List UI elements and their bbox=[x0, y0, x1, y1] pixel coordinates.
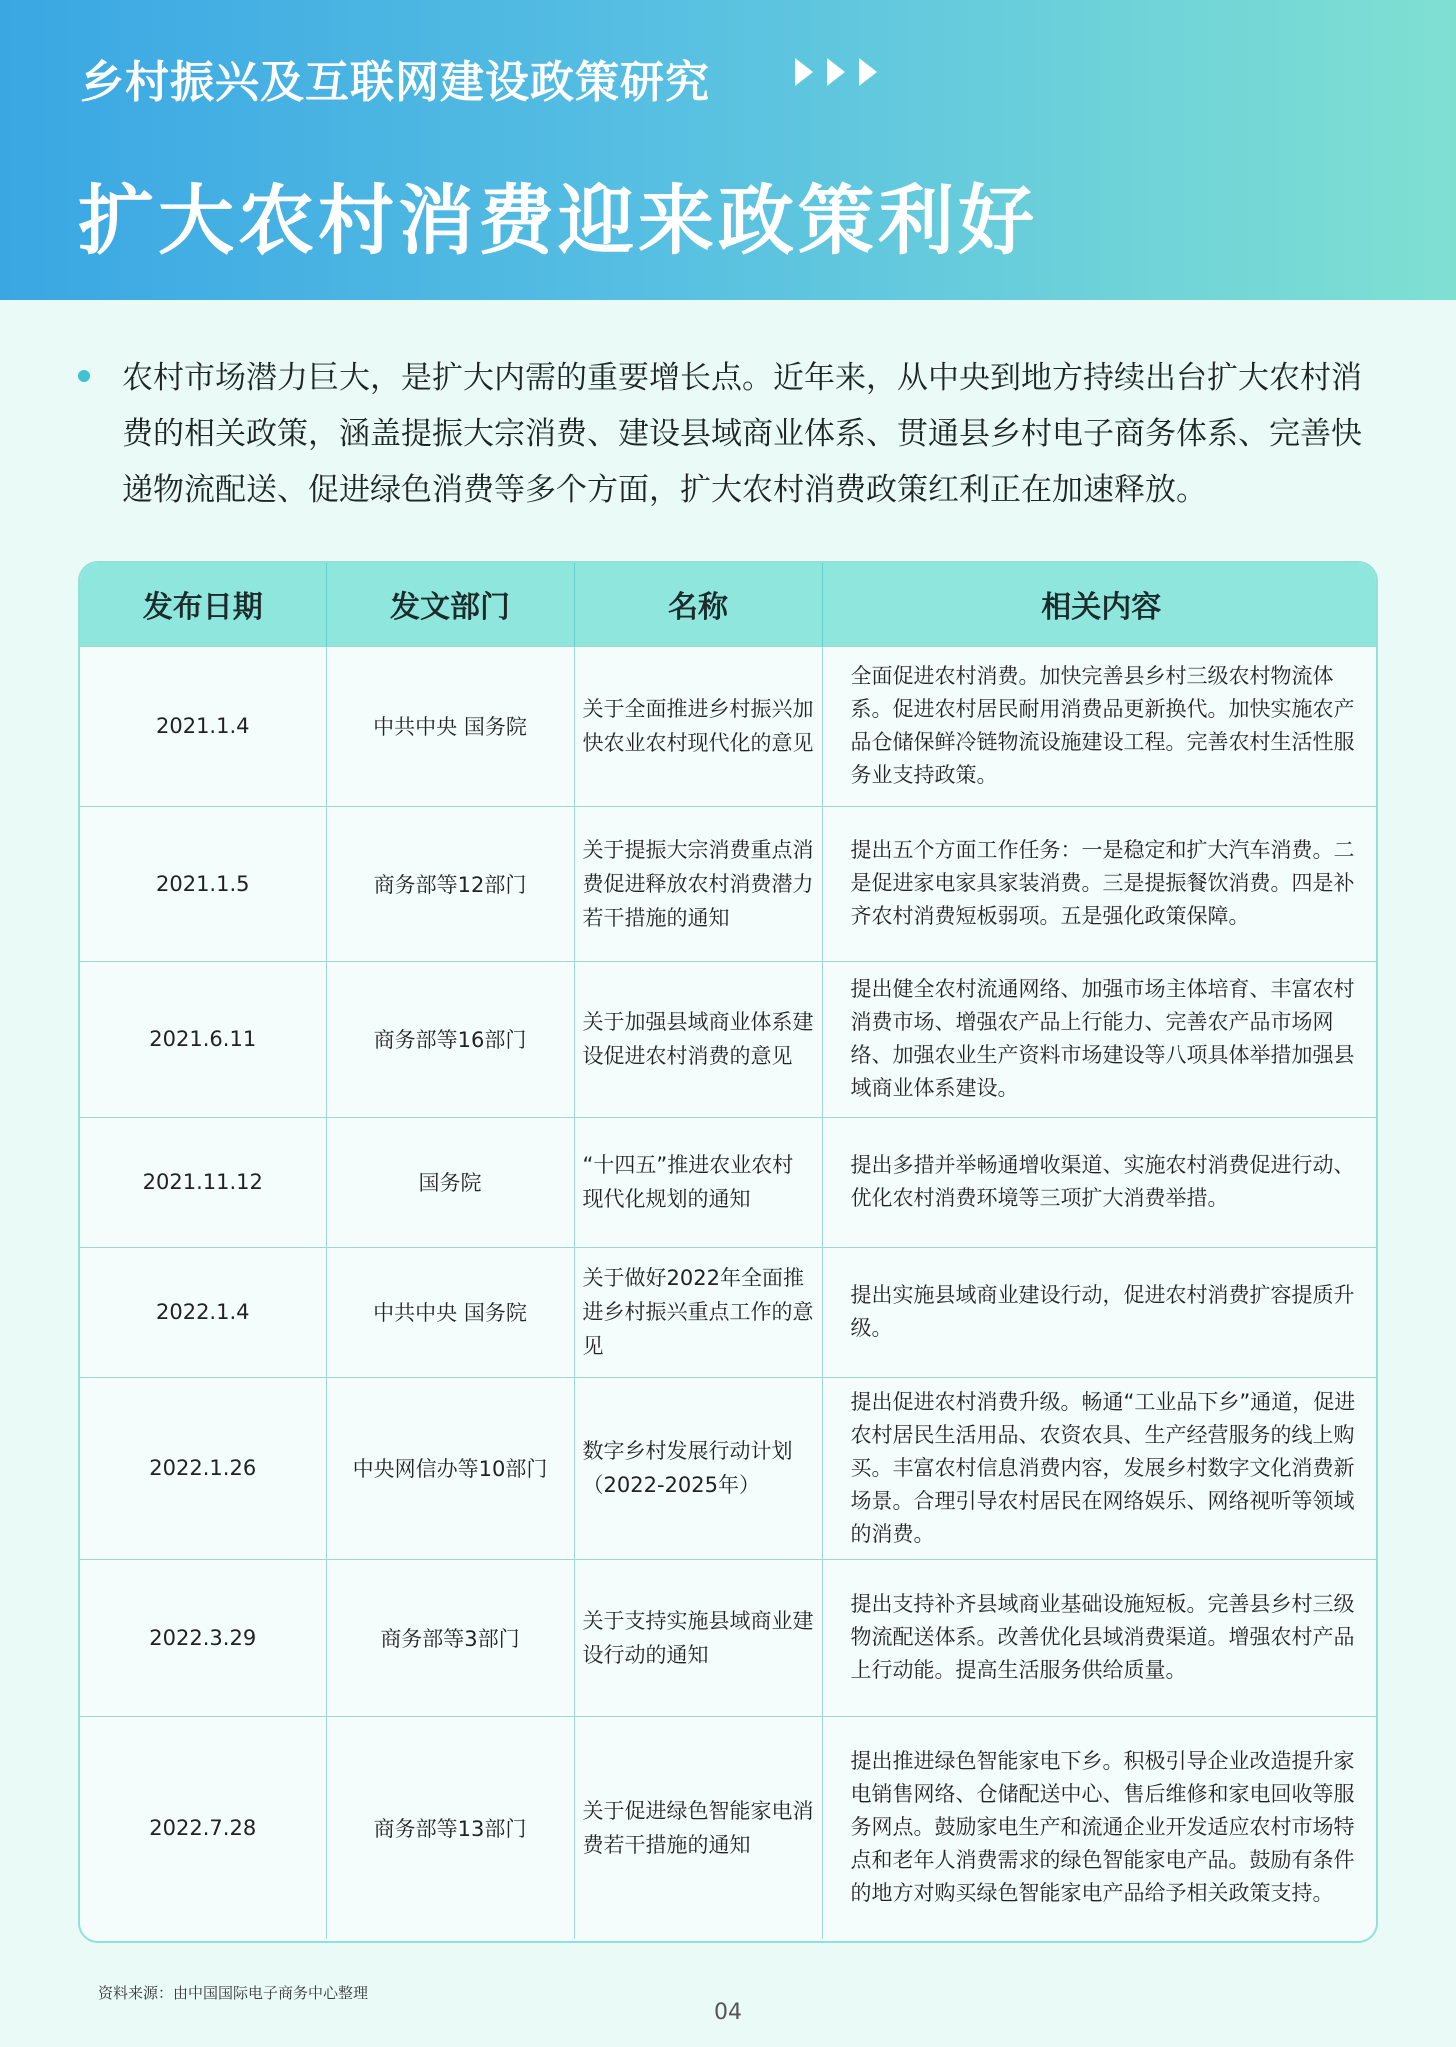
table-row bbox=[80, 961, 1378, 1117]
cell-name: 关于加强县域商业体系建设促进农村消费的意见 bbox=[574, 961, 822, 1117]
table-row bbox=[80, 1716, 1378, 1939]
cell-content: 全面促进农村消费。加快完善县乡村三级农村物流体系。促进农村居民耐用消费品更新换代。加快实施农产品仓储保鲜冷链物流设施建设工程。完善农村生活性服务业支持政策。 bbox=[822, 646, 1378, 806]
table-row bbox=[80, 1247, 1378, 1377]
cell-name: “十四五”推进农业农村现代化规划的通知 bbox=[574, 1117, 822, 1247]
cell-date: 2022.1.4 bbox=[80, 1247, 326, 1377]
cell-name: 数字乡村发展行动计划（2022-2025年） bbox=[574, 1377, 822, 1559]
header-banner bbox=[0, 0, 1456, 300]
cell-content: 提出实施县域商业建设行动，促进农村消费扩容提质升级。 bbox=[822, 1247, 1378, 1377]
cell-content: 提出五个方面工作任务：一是稳定和扩大汽车消费。二是促进家电家具家装消费。三是提振餐饮消费。四是补齐农村消费短板弱项。五是强化政策保障。 bbox=[822, 806, 1378, 961]
cell-content: 提出多措并举畅通增收渠道、实施农村消费促进行动、优化农村消费环境等三项扩大消费举措。 bbox=[822, 1117, 1378, 1247]
table-row bbox=[80, 1117, 1378, 1247]
cell-content: 提出推进绿色智能家电下乡。积极引导企业改造提升家电销售网络、仓储配送中心、售后维修和家电回收等服务网点。鼓励家电生产和流通企业开发适应农村市场特点和老年人消费需求的绿色智能家电产品。鼓励有条件的地方对购买绿色智能家电产品给予相关政策支持。 bbox=[822, 1716, 1378, 1939]
cell-name: 关于促进绿色智能家电消费若干措施的通知 bbox=[574, 1716, 822, 1939]
source-note: 资料来源：由中国国际电子商务中心整理 bbox=[98, 1984, 369, 2002]
header-content: 相关内容 bbox=[1041, 590, 1162, 626]
cell-content: 提出支持补齐县域商业基础设施短板。完善县乡村三级物流配送体系。改善优化县域消费渠道。增强农村产品上行动能。提高生活服务供给质量。 bbox=[822, 1559, 1378, 1716]
page-number: 04 bbox=[714, 2000, 742, 2025]
play-arrow-icon bbox=[859, 58, 877, 86]
header-dept: 发文部门 bbox=[326, 563, 574, 646]
cell-date: 2022.7.28 bbox=[80, 1716, 326, 1939]
cell-dept: 中央网信办等10部门 bbox=[326, 1377, 574, 1559]
cell-name: 关于全面推进乡村振兴加快农业农村现代化的意见 bbox=[574, 646, 822, 806]
cell-content: 提出促进农村消费升级。畅通“工业品下乡”通道，促进农村居民生活用品、农资农具、生产经营服务的线上购买。丰富农村信息消费内容，发展乡村数字文化消费新场景。合理引导农村居民在网络娱乐、网络视听等领域的消费。 bbox=[822, 1377, 1378, 1559]
cell-dept: 中共中央 国务院 bbox=[326, 646, 574, 806]
arrow-decoration-icon bbox=[795, 58, 877, 86]
table-header-row bbox=[80, 563, 1378, 646]
cell-dept: 国务院 bbox=[326, 1117, 574, 1247]
cell-name: 关于做好2022年全面推进乡村振兴重点工作的意见 bbox=[574, 1247, 822, 1377]
cell-dept: 商务部等3部门 bbox=[326, 1559, 574, 1716]
bullet-icon bbox=[78, 370, 90, 382]
play-arrow-icon bbox=[827, 58, 845, 86]
table-row bbox=[80, 806, 1378, 961]
table-row bbox=[80, 646, 1378, 806]
cell-content: 提出健全农村流通网络、加强市场主体培育、丰富农村消费市场、增强农产品上行能力、完善农产品市场网络、加强农业生产资料市场建设等八项具体举措加强县域商业体系建设。 bbox=[822, 961, 1378, 1117]
cell-date: 2021.6.11 bbox=[80, 961, 326, 1117]
cell-date: 2021.11.12 bbox=[80, 1117, 326, 1247]
header-name: 名称 bbox=[574, 563, 822, 646]
intro-paragraph bbox=[78, 350, 1378, 518]
cell-dept: 商务部等12部门 bbox=[326, 806, 574, 961]
cell-date: 2022.1.26 bbox=[80, 1377, 326, 1559]
series-title: 乡村振兴及互联网建设政策研究 bbox=[80, 57, 710, 108]
cell-dept: 商务部等16部门 bbox=[326, 961, 574, 1117]
table-row bbox=[80, 1559, 1378, 1716]
intro-text: 农村市场潜力巨大，是扩大内需的重要增长点。近年来，从中央到地方持续出台扩大农村消费的相关政策，涵盖提振大宗消费、建设县域商业体系、贯通县乡村电子商务体系、完善快递物流配送、促进绿色消费等多个方面，扩大农村消费政策红利正在加速释放。 bbox=[122, 360, 1362, 508]
header-date: 发布日期 bbox=[80, 563, 326, 646]
cell-name: 关于提振大宗消费重点消费促进释放农村消费潜力若干措施的通知 bbox=[574, 806, 822, 961]
page-title: 扩大农村消费迎来政策利好 bbox=[78, 176, 1038, 265]
cell-name: 关于支持实施县域商业建设行动的通知 bbox=[574, 1559, 822, 1716]
cell-dept: 中共中央 国务院 bbox=[326, 1247, 574, 1377]
play-arrow-icon bbox=[795, 58, 813, 86]
cell-dept: 商务部等13部门 bbox=[326, 1716, 574, 1939]
policy-table bbox=[78, 561, 1378, 1943]
cell-date: 2022.3.29 bbox=[80, 1559, 326, 1716]
table-row bbox=[80, 1377, 1378, 1559]
cell-date: 2021.1.5 bbox=[80, 806, 326, 961]
cell-date: 2021.1.4 bbox=[80, 646, 326, 806]
